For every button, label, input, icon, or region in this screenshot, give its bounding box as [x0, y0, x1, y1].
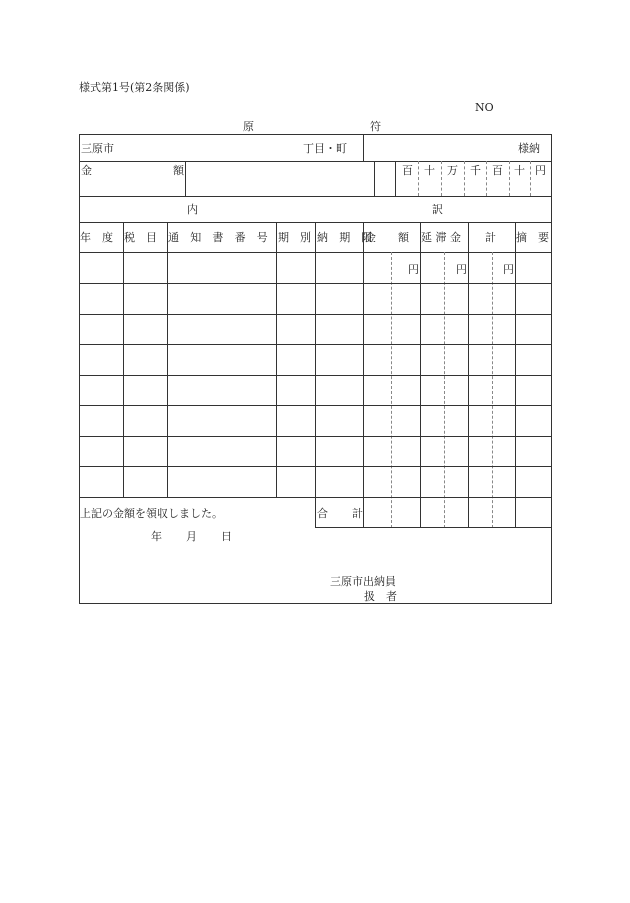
amount-label-left: 金 — [81, 164, 92, 177]
row-divider — [315, 527, 552, 528]
table-row — [79, 344, 552, 345]
treasurer-label: 三原市出納員 — [330, 575, 396, 588]
address-city: 三原市 — [81, 142, 114, 155]
sum-label-left: 合 — [317, 507, 328, 520]
amount-label-right: 額 — [173, 164, 184, 177]
receipt-title-left: 原 — [243, 120, 254, 133]
col-header-amount: 金 額 — [365, 231, 409, 244]
table-row — [79, 497, 552, 498]
col-header-remarks: 摘 要 — [516, 231, 549, 244]
breakdown-left: 内 — [187, 203, 198, 216]
col-divider — [363, 134, 364, 162]
table-row — [79, 375, 552, 376]
yen-mark: 円 — [503, 263, 514, 276]
col-header-year: 年 度 — [80, 231, 113, 244]
row-divider — [79, 196, 552, 197]
table-row — [79, 466, 552, 467]
row-divider — [79, 161, 552, 162]
digit-label: 万 — [447, 164, 458, 177]
handler-label: 扱 者 — [364, 590, 397, 603]
col-divider — [374, 161, 375, 196]
date-month: 月 — [186, 530, 197, 543]
col-header-tax: 税 目 — [124, 231, 157, 244]
col-divider — [185, 161, 186, 196]
yen-mark: 円 — [408, 263, 419, 276]
digit-label: 百 — [492, 164, 503, 177]
col-divider — [395, 161, 396, 196]
digit-label: 円 — [535, 164, 546, 177]
col-header-late-fee: 延 滞 金 — [421, 231, 461, 244]
table-row — [79, 283, 552, 284]
breakdown-right: 訳 — [432, 203, 443, 216]
date-year: 年 — [151, 530, 162, 543]
digit-label: 十 — [514, 164, 525, 177]
form-title: 様式第1号(第2条関係) — [79, 81, 190, 94]
table-row — [79, 314, 552, 315]
digit-label: 千 — [470, 164, 481, 177]
yen-mark: 円 — [456, 263, 467, 276]
col-header-deadline: 納 期 限 — [317, 231, 377, 244]
received-statement: 上記の金額を領収しました。 — [80, 507, 223, 520]
table-row — [79, 405, 552, 406]
digit-label: 百 — [402, 164, 413, 177]
col-header-term: 期 別 — [278, 231, 311, 244]
address-block: 丁目・町 — [303, 142, 347, 155]
address-honorific: 様納 — [518, 142, 540, 155]
sum-label-right: 計 — [352, 507, 363, 520]
col-header-total: 計 — [485, 231, 496, 244]
receipt-title-right: 符 — [370, 120, 381, 133]
number-label: NO — [475, 101, 494, 114]
digit-label: 十 — [424, 164, 435, 177]
table-row — [79, 436, 552, 437]
col-header-notice: 通 知 書 番 号 — [168, 231, 272, 244]
date-day: 日 — [221, 530, 232, 543]
